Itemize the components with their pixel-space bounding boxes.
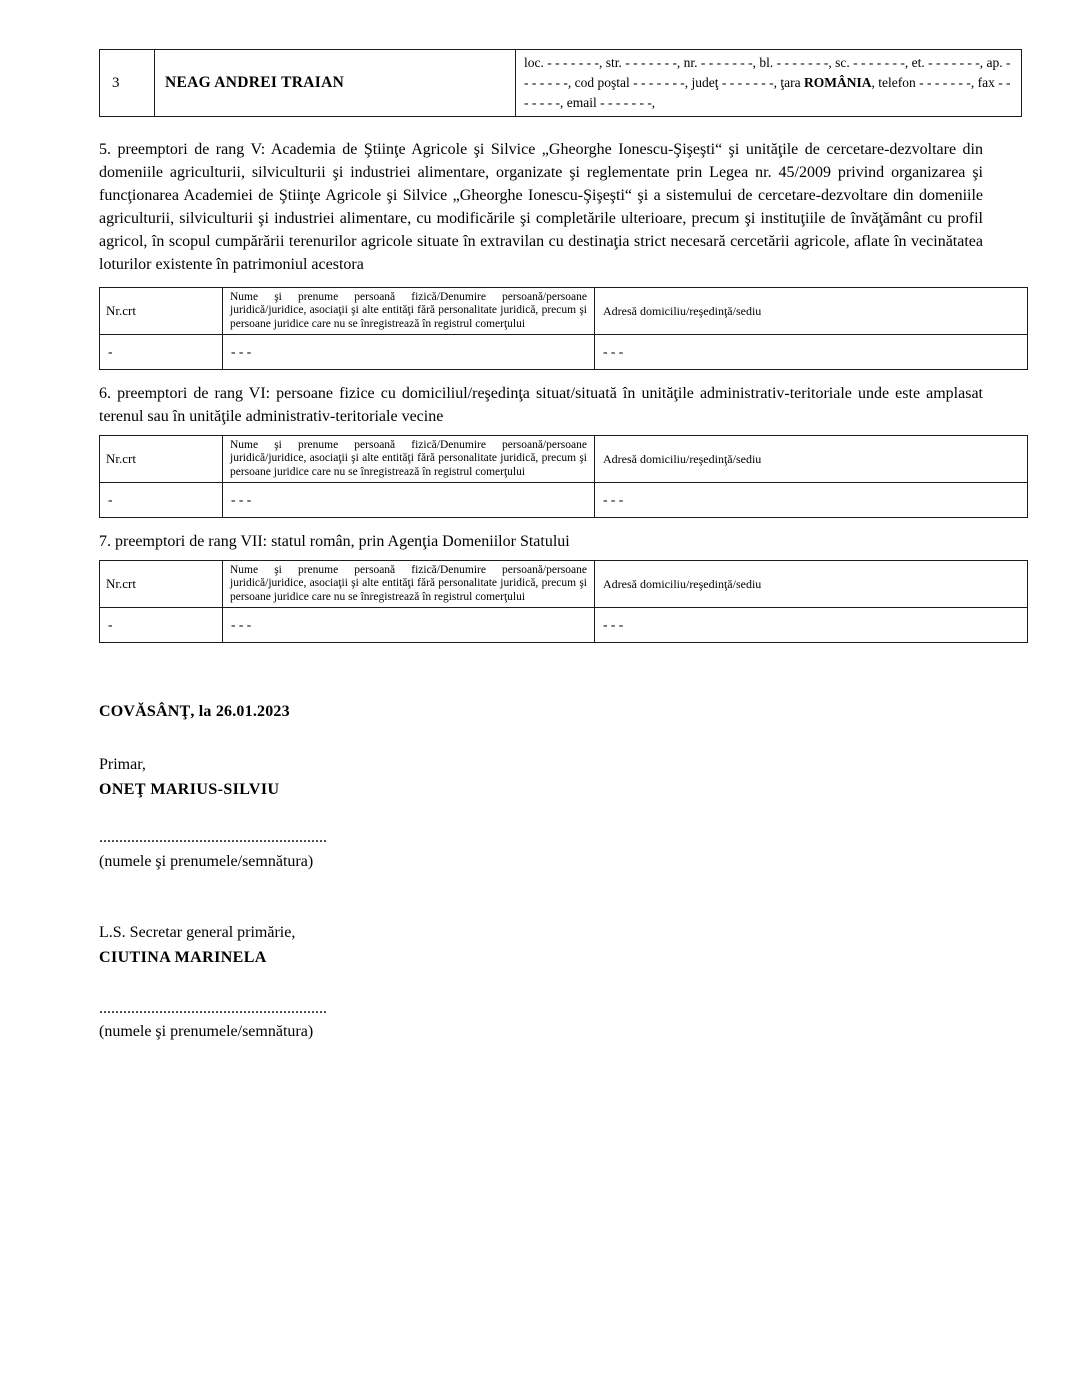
preemptors-table-rang-5 [99,287,1028,370]
col-header-address: Adresă domiciliu/reşedinţă/sediu [595,561,1028,608]
cell-address: - - - [595,335,1028,370]
cell-address: - - - [595,608,1028,643]
cell-nr: - [100,608,223,643]
address-cell [516,50,1022,117]
col-header-name: Nume şi prenume persoană fizică/Denumire persoană/persoane juridică/juridice, asociaţii şi alte entităţi fără personalitate juridică, precum şi persoane juridice care nu se înregistrează în registrul comerţului [223,436,595,483]
table-header-row [100,436,1028,483]
table-row [100,50,1022,117]
cell-nr: - [100,483,223,518]
section-7-paragraph: 7. preemptori de rang VII: statul român, prin Agenţia Domeniilor Statului [99,533,570,550]
preemptors-table-rang-7 [99,560,1028,643]
address-prefix: loc. - - - - - - -, str. - - - - - - -, nr. - - - - - - -, bl. - - - - - - -, sc. - - - - - - -, et. - - - - - - -, ap. - - - - - - -, cod poştal - - - - - - -, judeţ - - - - - - -, ţara [524,55,1011,90]
table-row [100,608,1028,643]
col-header-nr: Nr.crt [100,288,223,335]
secretary-title: L.S. Secretar general primărie, [99,924,296,941]
row-number-cell: 3 [100,50,155,117]
contact-row-table [99,49,1022,117]
mayor-name: ONEŢ MARIUS-SILVIU [99,781,280,798]
cell-name: - - - [223,335,595,370]
address-suffix: , telefon - - - - - - -, fax - - - - - - -, email - - - - - - -, [524,75,1011,110]
cell-name: - - - [223,608,595,643]
signature-caption-secretary: (numele şi prenumele/semnătura) [99,1023,314,1040]
table-row [100,335,1028,370]
table-header-row [100,561,1028,608]
address-country: ROMÂNIA [804,75,872,90]
signature-line-secretary: ......................................................... [99,1000,327,1017]
col-header-name: Nume şi prenume persoană fizică/Denumire persoană/persoane juridică/juridice, asociaţii şi alte entităţi fără personalitate juridică, precum şi persoane juridice care nu se înregistrează în registrul comerţului [223,561,595,608]
cell-name: - - - [223,483,595,518]
cell-nr: - [100,335,223,370]
preemptor-name-cell: NEAG ANDREI TRAIAN [155,50,516,117]
col-header-nr: Nr.crt [100,561,223,608]
signature-line-mayor: ......................................................... [99,829,327,846]
section-6-paragraph: 6. preemptori de rang VI: persoane fizice cu domiciliul/reşedinţa situat/situată în unităţile administrativ-teritoriale unde este amplasat terenul sau în unităţile administrativ-teritoriale vecine [99,385,983,425]
table-row [100,483,1028,518]
col-header-nr: Nr.crt [100,436,223,483]
preemptors-table-rang-6 [99,435,1028,518]
mayor-title: Primar, [99,756,146,773]
signature-caption-mayor: (numele şi prenumele/semnătura) [99,853,314,870]
cell-address: - - - [595,483,1028,518]
table-header-row [100,288,1028,335]
col-header-name: Nume şi prenume persoană fizică/Denumire persoană/persoane juridică/juridice, asociaţii şi alte entităţi fără personalitate juridică, precum şi persoane juridice care nu se înregistrează în registrul comerţului [223,288,595,335]
place-and-date: COVĂSÂNŢ, la 26.01.2023 [99,703,290,720]
secretary-name: CIUTINA MARINELA [99,949,267,966]
col-header-address: Adresă domiciliu/reşedinţă/sediu [595,288,1028,335]
section-5-paragraph: 5. preemptori de rang V: Academia de Ştiinţe Agricole şi Silvice „Gheorghe Ionescu-Şişeşti“ şi unităţile de cercetare-dezvoltare din domeniile agriculturii, silviculturii şi industriei alimentare, organizate şi reglementate prin Legea nr. 45/2009 privind organizarea şi funcţionarea Academiei de Ştiinţe Agricole şi Silvice „Gheorghe Ionescu-Şişeşti“ şi a sistemului de cercetare-dezvoltare din domeniile agriculturii, silviculturii şi industriei alimentare, cu modificările şi completările ulterioare, precum şi instituţiile de învăţământ cu profil agricol, în scopul cumpărării terenurilor agricole situate în extravilan cu destinaţia strict necesară cercetării agricole, aflate în vecinătatea loturilor existente în patrimoniul acestora [99,141,983,273]
col-header-address: Adresă domiciliu/reşedinţă/sediu [595,436,1028,483]
